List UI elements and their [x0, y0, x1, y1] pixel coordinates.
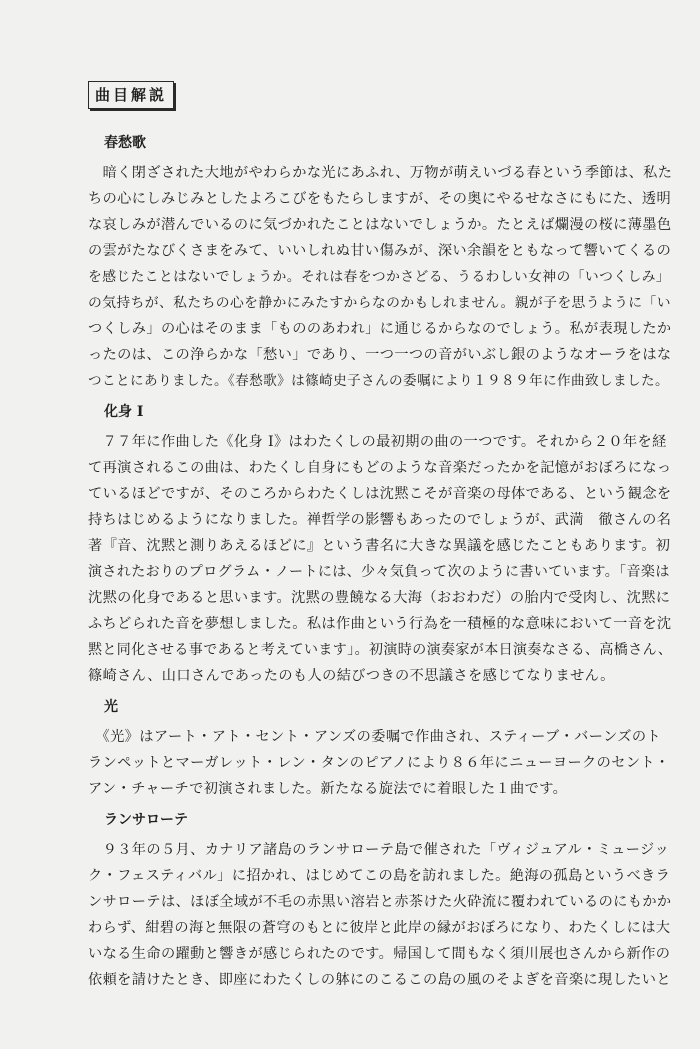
- text-line: ったのは、この浄らかな「愁い」であり、一つ一つの音がいぶし銀のようなオーラをはな: [88, 347, 672, 363]
- text-line: 《光》はアート・アト・セント・アンズの委嘱で作曲され、スティーブ・バーンズのト: [88, 729, 661, 745]
- text-line: て再演されるこの曲は、わたくし自身にもどのような音楽だったかを記憶がおぼろになっ: [88, 460, 672, 476]
- text-line: 黙と同化させる事であると考えています」。初演時の演奏家が本日演奏なさる、高橋さん、: [88, 642, 673, 658]
- text-line: いなる生命の躍動と響きが感じられたのです。帰国して間もなく須川展也さんから新作の: [88, 946, 671, 962]
- text-line: アン・チャーチで初演されました。新たなる旋法でに着眼した１曲です。: [88, 781, 568, 797]
- section-shunshuka: [88, 131, 672, 394]
- text-line: ７７年に作曲した《化身 I》はわたくしの最初期の曲の一つです。それから２０年を経: [88, 434, 667, 450]
- section-paragraph: [88, 837, 672, 993]
- section-lanzarote: [88, 808, 672, 993]
- text-line: 持ちはじめるようになりました。禅哲学の影響もあったのでしょうが、武満 徹さんの名: [88, 512, 672, 528]
- program-notes-heading: 曲目解説: [88, 81, 174, 109]
- section-hikari: [88, 695, 672, 802]
- text-line: 篠崎さん、山口さんであったのも人の結びつきの不思議さを感じてなりません。: [88, 668, 615, 684]
- section-title: 化身 I: [104, 404, 144, 420]
- text-line: ふちどられた音を夢想しました。私は作曲という行為を一積極的な意味において一音を沈: [88, 616, 672, 632]
- text-line: ているほどですが、そのころからわたくしは沈黙こそが音楽の母体である、という観念を: [88, 486, 672, 502]
- section-title: 光: [104, 699, 118, 715]
- text-line: 著『音、沈黙と測りあえるほどに』という書名に大きな異議を感じたこともあります。初: [88, 538, 671, 554]
- text-line: 沈黙の化身であると思います。沈黙の豊饒なる大海（おおわだ）の胎内で受肉し、沈黙に: [88, 590, 671, 606]
- text-line: 演されたおりのプログラム・ノートには、少々気負って次のように書いています。「音楽は: [88, 564, 670, 580]
- text-line: 暗く閉ざされた大地がやわらかな光にあふれ、万物が萌えいづる春という季節は、私た: [88, 165, 673, 181]
- text-line: ク・フェスティバル」に招かれ、はじめてこの島を訪れました。絶海の孤島というべきラ: [88, 868, 671, 884]
- text-line: の雲がたなびくさまをみて、いいしれぬ甘い傷みが、深い余韻をともなって響いてくるの: [88, 243, 672, 259]
- section-paragraph: [88, 429, 672, 689]
- text-line: の気持ちが、私たちの心を静かにみたすからなのかもしれません。親が子を思うように「い: [88, 295, 671, 311]
- text-line: ンサローテは、ほぼ全域が不毛の赤黒い溶岩と赤茶けた火砕流に覆われているのにもかか: [88, 894, 672, 910]
- text-line: な哀しみが潜んでいるのに気づかれたことはないでしょうか。たとえば爛漫の桜に薄墨色: [88, 217, 672, 233]
- section-title: 春愁歌: [104, 135, 146, 151]
- text-line: を感じたことはないでしょうか。それは春をつかさどる、うるわしい女神の「いつくしみ」: [88, 269, 671, 285]
- text-line: つことにありました。《春愁歌》は篠崎史子さんの委嘱により１９８９年に作曲致しました。: [88, 373, 669, 389]
- text-line: ちの心にしみじみとしたよろこびをもたらしますが、その奥にやるせなさにもにた、透明: [88, 191, 672, 207]
- text-line: 依頼を請けたとき、即座にわたくしの躰にのこるこの島の風のそよぎを音楽に現したいと: [88, 972, 671, 988]
- section-title: ランサローテ: [104, 812, 188, 828]
- text-line: ９３年の５月、カナリア諸島のランサローテ島で催された「ヴィジュアル・ミュージッ: [88, 842, 670, 858]
- text-line: わらず、紺碧の海と無限の蒼穹のもとに彼岸と此岸の縁がおぼろになり、わたくしには大: [88, 920, 671, 936]
- text-line: ランペットとマーガレット・レン・タンのピアノにより８６年にニューヨークのセント・: [88, 755, 670, 771]
- notes-body: [88, 131, 672, 999]
- text-line: つくしみ」の心はそのまま「もののあわれ」に通じるからなのでしょう。私が表現したか: [88, 321, 672, 337]
- section-paragraph: [88, 724, 672, 802]
- section-keshin-1: [88, 400, 672, 689]
- section-paragraph: [88, 160, 672, 394]
